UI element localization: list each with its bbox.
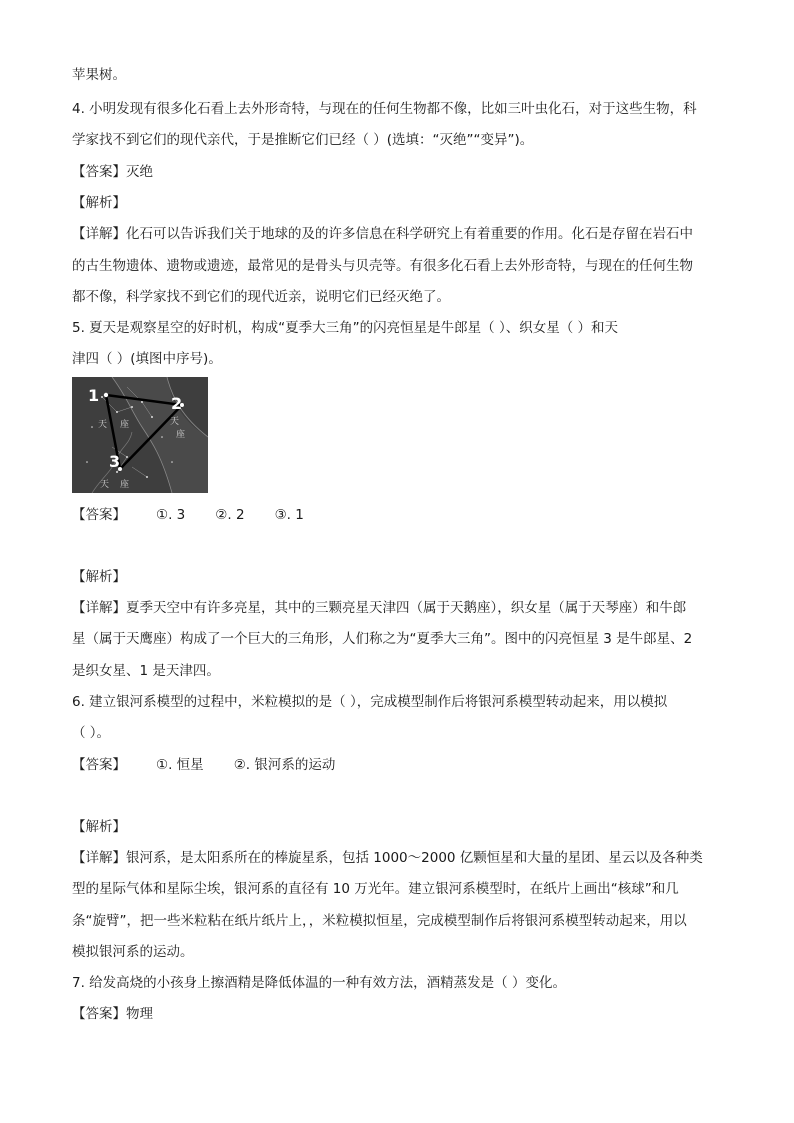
question-5-line-1: 5. 夏天是观察星空的好时机，构成“夏季大三角”的闪亮恒星是牛郎星（ ）、织女星（ ）和天 [72,320,618,336]
detail-tag: 【详解】 [72,850,126,866]
analysis-tag: 【解析】 [72,569,126,585]
question-7-line-1: 7. 给发高烧的小孩身上擦酒精是降低体温的一种有效方法，酒精蒸发是（ ）变化。 [72,975,566,991]
answer-tag: 【答案】 [72,507,126,523]
detail-line-4-1 [72,225,693,243]
answer-text: 物理 [126,1006,153,1022]
question-4-line-1: 4. 小明发现有很多化石看上去外形奇特，与现在的任何生物都不像，比如三叶虫化石，对于这些生物，科 [72,101,697,117]
constellation-char: 天 [98,420,108,430]
answer-line-7 [72,1005,153,1023]
label-2: 2 [171,394,183,413]
detail-line-6-4: 模拟银河系的运动。 [72,944,194,960]
detail-text: 化石可以告诉我们关于地球的及的许多信息在科学研究上有着重要的作用。化石是存留在岩石中 [126,226,693,242]
detail-line-6-2: 型的星际气体和星际尘埃，银河系的直径有 10 万光年。建立银河系模型时，在纸片上画出“核球”和几 [72,881,679,897]
answer-line-6 [72,756,335,774]
detail-tag: 【详解】 [72,600,126,616]
answer-text: 灭绝 [126,164,153,180]
constellation-char: 座 [120,480,130,490]
question-6-line-2: （ ）。 [72,725,111,741]
answer-option: ①. 3 [156,507,186,523]
answer-option: ②. 2 [215,507,245,523]
label-1: 1 [88,386,100,405]
detail-line-5-1 [72,599,686,617]
question-4-line-2: 学家找不到它们的现代亲代，于是推断它们已经（ ）(选填：“灭绝”“变异”)。 [72,132,534,148]
detail-text: 夏季天空中有许多亮星，其中的三颗亮星天津四（属于天鹅座），织女星（属于天琴座）和牛郎 [126,600,687,616]
answer-line-4 [72,163,153,181]
summer-triangle-figure [72,377,208,493]
detail-line-6-1 [72,849,703,867]
analysis-tag: 【解析】 [72,819,126,835]
answer-line-5 [72,506,304,524]
answer-option: ③. 1 [274,507,304,523]
answer-option: ②. 银河系的运动 [233,757,336,773]
constellation-char: 天 [170,417,180,427]
detail-line-4-3: 都不像，科学家找不到它们的现代近亲，说明它们已经灭绝了。 [72,289,450,305]
answer-tag: 【答案】 [72,1006,126,1022]
answer-option: ①. 恒星 [156,757,204,773]
constellation-char: 座 [120,420,130,430]
constellation-char: 座 [176,430,186,440]
text-line: 苹果树。 [72,67,126,83]
detail-text: 银河系，是太阳系所在的棒旋星系，包括 1000～2000 亿颗恒星和大量的星团、星云以及各种类 [126,850,703,866]
star-map-image [72,377,208,493]
answer-tag: 【答案】 [72,164,126,180]
label-3: 3 [109,452,121,471]
question-5-line-2: 津四（ ）(填图中序号)。 [72,351,222,367]
detail-tag: 【详解】 [72,226,126,242]
detail-line-5-3: 是织女星、1 是天津四。 [72,663,220,679]
detail-line-4-2: 的古生物遗体、遗物或遗迹，最常见的是骨头与贝壳等。有很多化石看上去外形奇特，与现在的任何生物 [72,258,693,274]
constellation-char: 天 [100,480,110,490]
detail-line-5-2: 星（属于天鹰座）构成了一个巨大的三角形，人们称之为“夏季大三角”。图中的闪亮恒星 3 是牛郎星、2 [72,631,693,647]
question-6-line-1: 6. 建立银河系模型的过程中，米粒模拟的是（ ），完成模型制作后将银河系模型转动起来，用以模拟 [72,694,668,710]
answer-tag: 【答案】 [72,757,126,773]
detail-line-6-3: 条“旋臂”，把一些米粒粘在纸片纸片上，，米粒模拟恒星，完成模型制作后将银河系模型转动起来，用以 [72,913,687,929]
analysis-tag: 【解析】 [72,195,126,211]
